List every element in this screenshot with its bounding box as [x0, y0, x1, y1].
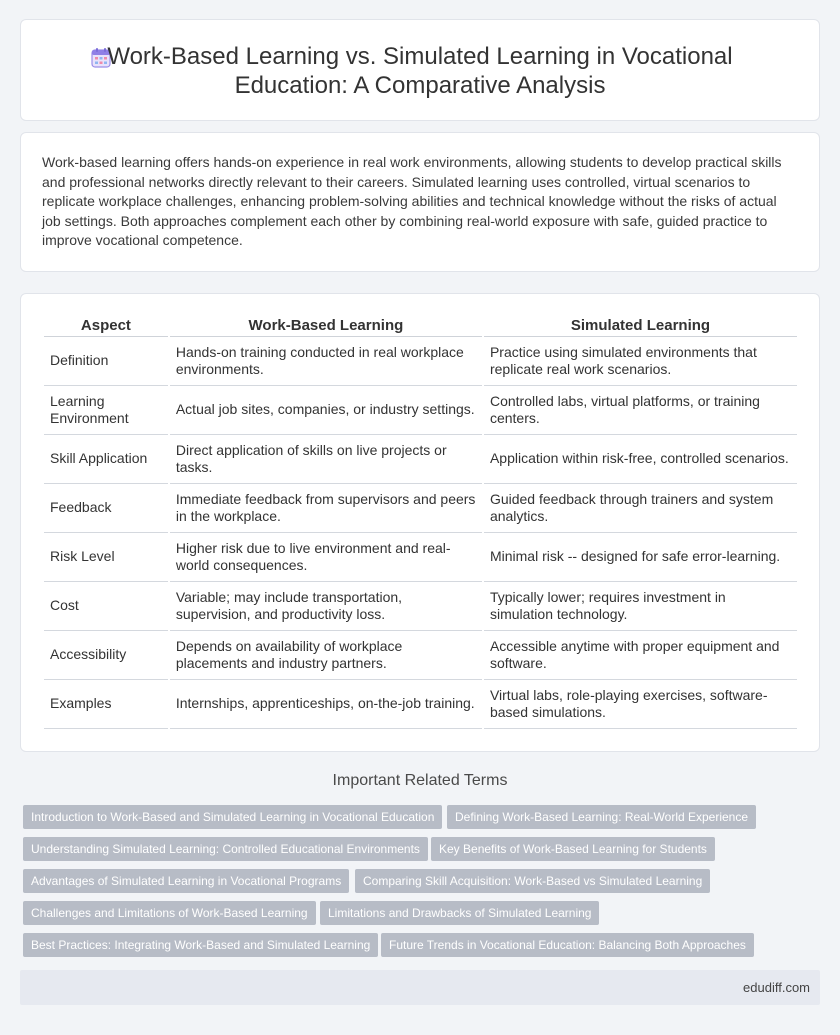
work-based-cell: Variable; may include transportation, supervision, and productivity loss.	[170, 582, 482, 631]
simulated-cell: Practice using simulated environments that replicate real work scenarios.	[484, 337, 797, 386]
footer	[20, 970, 820, 1005]
related-term-tag[interactable]: Introduction to Work-Based and Simulated Learning in Vocational Education	[23, 805, 442, 829]
work-based-cell: Hands-on training conducted in real workplace environments.	[170, 337, 482, 386]
aspect-cell: Examples	[44, 680, 168, 729]
table-row	[44, 533, 797, 582]
aspect-cell: Risk Level	[44, 533, 168, 582]
related-term-tag[interactable]: Advantages of Simulated Learning in Vocational Programs	[23, 869, 349, 893]
table-row	[44, 484, 797, 533]
work-based-cell: Internships, apprenticeships, on-the-job training.	[170, 680, 482, 729]
page-title-line1: Work-Based Learning vs. Simulated Learning in Vocational	[107, 43, 733, 70]
header-simulated: Simulated Learning	[484, 315, 797, 337]
work-based-cell: Actual job sites, companies, or industry settings.	[170, 386, 482, 435]
aspect-cell: Definition	[44, 337, 168, 386]
related-terms-heading: Important Related Terms	[332, 772, 508, 789]
header-work-based: Work-Based Learning	[170, 315, 482, 337]
aspect-cell: Cost	[44, 582, 168, 631]
work-based-cell: Immediate feedback from supervisors and peers in the workplace.	[170, 484, 482, 533]
aspect-cell: Feedback	[44, 484, 168, 533]
table-row	[44, 386, 797, 435]
related-term-tag[interactable]: Comparing Skill Acquisition: Work-Based vs Simulated Learning	[355, 869, 710, 893]
simulated-cell: Guided feedback through trainers and system analytics.	[484, 484, 797, 533]
related-term-tag[interactable]: Best Practices: Integrating Work-Based and Simulated Learning	[23, 933, 378, 957]
work-based-cell: Higher risk due to live environment and real-world consequences.	[170, 533, 482, 582]
work-based-cell: Direct application of skills on live projects or tasks.	[170, 435, 482, 484]
table-header-row	[44, 315, 797, 337]
aspect-cell: Skill Application	[44, 435, 168, 484]
table-row	[44, 435, 797, 484]
comparison-card	[20, 293, 820, 752]
intro-card	[20, 132, 820, 272]
intro-paragraph: Work-based learning offers hands-on experience in real work environments, allowing students to develop practical skills and professional networks directly relevant to their careers. Simulated learning uses controlled, virtual scenarios to replicate workplace challenges, enhancing problem-solving abilities and technical knowledge without the risks of actual job settings. Both approaches complement each other by combining real-world exposure with safe, guided practice to improve vocational competence.	[42, 154, 782, 249]
related-term-tag[interactable]: Defining Work-Based Learning: Real-World Experience	[447, 805, 756, 829]
simulated-cell: Controlled labs, virtual platforms, or training centers.	[484, 386, 797, 435]
comparison-table	[42, 315, 799, 729]
table-row	[44, 582, 797, 631]
footer-site-link[interactable]: edudiff.com	[743, 980, 810, 995]
simulated-cell: Virtual labs, role-playing exercises, software-based simulations.	[484, 680, 797, 729]
table-row	[44, 680, 797, 729]
simulated-cell: Minimal risk -- designed for safe error-learning.	[484, 533, 797, 582]
simulated-cell: Application within risk-free, controlled scenarios.	[484, 435, 797, 484]
related-term-tag[interactable]: Challenges and Limitations of Work-Based Learning	[23, 901, 316, 925]
related-term-tag[interactable]: Key Benefits of Work-Based Learning for Students	[431, 837, 715, 861]
table-row	[44, 337, 797, 386]
related-term-tag[interactable]: Understanding Simulated Learning: Controlled Educational Environments	[23, 837, 428, 861]
aspect-cell: Learning Environment	[44, 386, 168, 435]
aspect-cell: Accessibility	[44, 631, 168, 680]
related-term-tag[interactable]: Limitations and Drawbacks of Simulated Learning	[320, 901, 599, 925]
title-card	[20, 19, 820, 121]
page-title-line2: Education: A Comparative Analysis	[234, 72, 606, 99]
work-based-cell: Depends on availability of workplace placements and industry partners.	[170, 631, 482, 680]
header-aspect: Aspect	[44, 315, 168, 337]
table-row	[44, 631, 797, 680]
page-title	[21, 42, 819, 100]
related-term-tag[interactable]: Future Trends in Vocational Education: Balancing Both Approaches	[381, 933, 754, 957]
simulated-cell: Accessible anytime with proper equipment and software.	[484, 631, 797, 680]
simulated-cell: Typically lower; requires investment in simulation technology.	[484, 582, 797, 631]
